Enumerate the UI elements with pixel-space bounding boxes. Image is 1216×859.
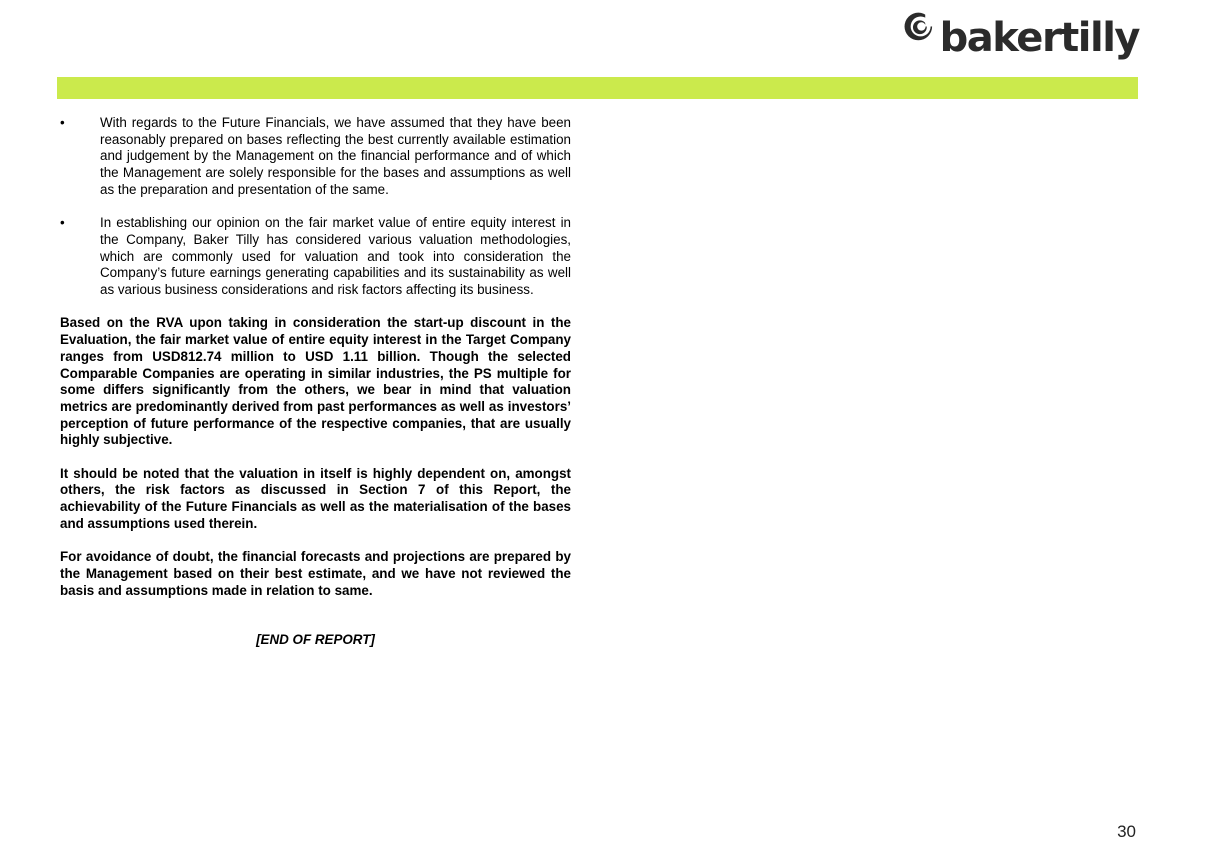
bullet-text: With regards to the Future Financials, we have assumed that they have been reasonably prepared on bases reflecting the best currently available estimation and judgement by the Management on the financial performance and of which the Management are solely responsible for the bases and assumptions as well as the preparation and presentation of the same. bbox=[100, 115, 571, 197]
bakertilly-logo bbox=[903, 6, 1139, 68]
logo-text: bakertilly bbox=[939, 15, 1139, 61]
bakertilly-swirl-icon bbox=[903, 6, 934, 50]
forecast-paragraph: For avoidance of doubt, the financial forecasts and projections are prepared by the Management based on their best estimate, and we have not reviewed the basis and assumptions made in relation to same. bbox=[60, 549, 571, 598]
risk-paragraph: It should be noted that the valuation in itself is highly dependent on, amongst others, the risk factors as discussed in Section 7 of this Report, the achievability of the Future Financials as well as the materialisation of the bases and assumptions used therein. bbox=[60, 465, 571, 531]
end-of-report: [END OF REPORT] bbox=[256, 632, 375, 648]
bullet-item bbox=[60, 215, 571, 299]
valuation-paragraph: Based on the RVA upon taking in consideration the start-up discount in the Evaluation, the fair market value of entire equity interest in the Target Company ranges from USD812.74 million to USD 1.11 billion. Though the selected Comparable Companies are operating in similar industries, the PS multiple for some differs significantly from the others, we bear in mind that valuation metrics are predominantly derived from past performances as well as investors’ perception of future performance of the respective companies, that are usually highly subjective. bbox=[60, 315, 571, 448]
report-body bbox=[60, 115, 571, 649]
header-accent-bar bbox=[57, 77, 1138, 99]
bullet-marker: • bbox=[60, 215, 65, 231]
page-number: 30 bbox=[1117, 822, 1136, 841]
bullet-text: In establishing our opinion on the fair market value of entire equity interest in the Company, Baker Tilly has considered various valuation methodologies, which are commonly used for valuation and took into consideration the Company’s future earnings generating capabilities and its sustainability as well as various business considerations and risk factors affecting its business. bbox=[100, 215, 571, 298]
bullet-marker: • bbox=[60, 115, 65, 130]
bullet-item bbox=[60, 115, 571, 199]
